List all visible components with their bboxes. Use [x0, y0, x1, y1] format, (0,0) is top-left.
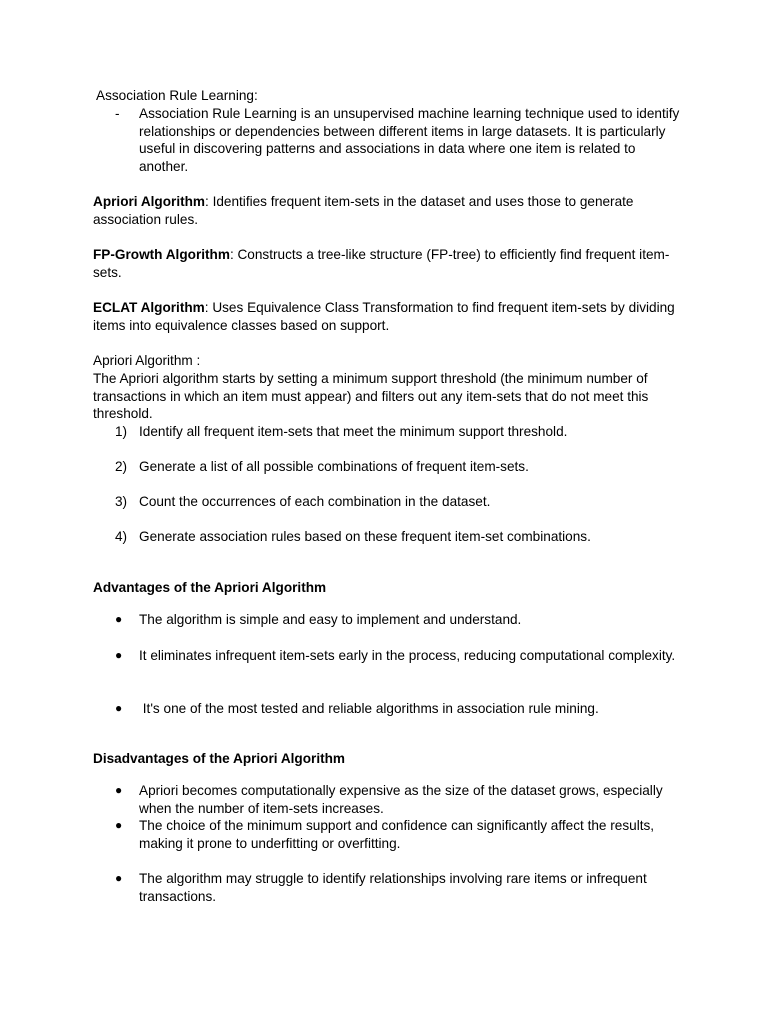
apriori-step — [93, 423, 683, 441]
step-text: Identify all frequent item-sets that meet the minimum support threshold. — [139, 424, 568, 439]
algorithm-eclat — [93, 299, 683, 334]
apriori-heading — [93, 352, 683, 370]
bullet-marker: ● — [115, 818, 123, 832]
disadvantage-item — [93, 817, 683, 852]
algorithm-name: Apriori Algorithm — [93, 194, 206, 209]
advantage-item — [93, 647, 683, 665]
step-marker: 4) — [115, 529, 128, 544]
step-marker: 1) — [115, 424, 128, 439]
algorithm-apriori — [93, 193, 683, 228]
apriori-step — [93, 493, 683, 511]
disadvantage-text: The choice of the minimum support and confidence can significantly affect the results, making it prone to underfitting or overfitting. — [139, 818, 655, 851]
intro-dash-text: Association Rule Learning is an unsupervised machine learning technique used to identify relationships or dependencies between different items in large datasets. It is particularly useful in discovering patterns and associations in data where one item is related to another. — [139, 106, 680, 174]
disadvantages-heading: Disadvantages of the Apriori Algorithm — [93, 751, 346, 766]
advantage-text: The algorithm is simple and easy to implement and understand. — [139, 612, 522, 627]
algorithm-fp-growth — [93, 246, 683, 281]
disadvantage-text: Apriori becomes computationally expensive as the size of the dataset grows, especially when the number of item-sets increases. — [139, 783, 663, 816]
intro-heading — [93, 87, 683, 105]
disadvantage-item — [93, 782, 683, 817]
step-text: Generate association rules based on these frequent item-set combinations. — [139, 529, 591, 544]
step-marker: 3) — [115, 494, 128, 509]
bullet-marker: ● — [115, 648, 123, 662]
bullet-marker: ● — [115, 871, 123, 885]
step-marker: 2) — [115, 459, 128, 474]
algorithm-name: FP-Growth Algorithm — [93, 247, 230, 262]
algorithm-desc: : Identifies frequent item-sets in the dataset and uses those to generate association rules. — [93, 194, 634, 227]
advantage-item — [93, 700, 683, 718]
apriori-step — [93, 458, 683, 476]
advantages-heading: Advantages of the Apriori Algorithm — [93, 580, 327, 595]
apriori-heading-text: Apriori Algorithm : — [93, 353, 201, 368]
advantage-text: It eliminates infrequent item-sets early in the process, reducing computational complexity. — [139, 648, 676, 663]
apriori-paragraph: The Apriori algorithm starts by setting a minimum support threshold (the minimum number of transactions in which an item must appear) and filters out any item-sets that do not meet this threshold. — [93, 371, 649, 422]
algorithm-name: ECLAT Algorithm — [93, 300, 205, 315]
step-text: Generate a list of all possible combinations of frequent item-sets. — [139, 459, 529, 474]
bullet-marker: ● — [115, 701, 123, 715]
disadvantage-text: The algorithm may struggle to identify relationships involving rare items or infrequent transactions. — [139, 871, 647, 904]
intro-heading-text: Association Rule Learning: — [93, 88, 258, 103]
bullet-marker: ● — [115, 612, 123, 626]
algorithm-desc: : Constructs a tree-like structure (FP-tree) to efficiently find frequent item-sets. — [93, 247, 670, 280]
intro-dash-item — [93, 105, 683, 175]
bullet-marker: ● — [115, 783, 123, 797]
algorithm-desc: : Uses Equivalence Class Transformation to find frequent item-sets by dividing items into equivalence classes based on support. — [93, 300, 675, 333]
apriori-step — [93, 528, 683, 546]
dash-marker: - — [115, 106, 120, 121]
advantage-text: It's one of the most tested and reliable algorithms in association rule mining. — [139, 701, 599, 716]
step-text: Count the occurrences of each combination in the dataset. — [139, 494, 491, 509]
advantage-item — [93, 611, 683, 629]
disadvantage-item — [93, 870, 683, 905]
